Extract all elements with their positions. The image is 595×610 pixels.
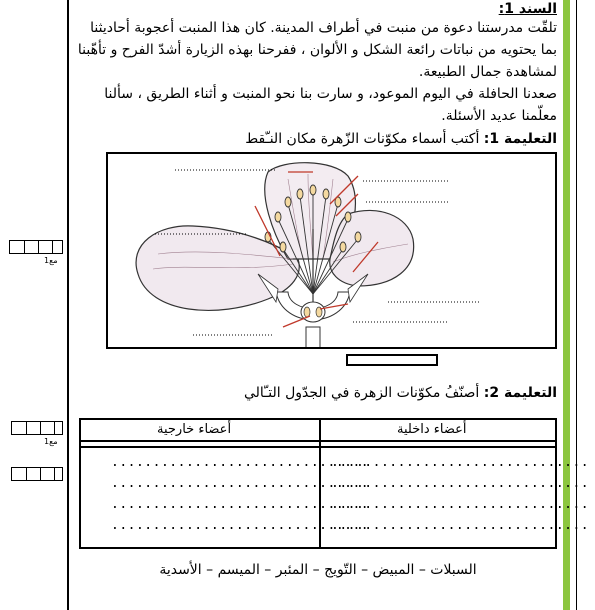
table-row: ............................... bbox=[111, 455, 370, 470]
table-header-internal: أعضاء داخلية bbox=[397, 422, 467, 437]
table-header-external: أعضاء خارجية bbox=[157, 422, 232, 437]
table-row: ............................... bbox=[111, 497, 370, 512]
instruction-1-label: التعليمة 1: bbox=[483, 131, 557, 147]
table-body-top bbox=[81, 442, 555, 448]
sanad-line-3: لمشاهدة جمال الطبيعة. bbox=[418, 64, 557, 80]
instruction-2-label: التعليمة 2: bbox=[483, 385, 557, 401]
sanad-line-4: صعدنا الحافلة في اليوم الموعود، و سارت بنا نحو المنبت و أثناء الطريق ، سألنا bbox=[104, 86, 557, 102]
score-box-1 bbox=[9, 240, 63, 254]
table-row: ............................... bbox=[331, 518, 590, 533]
flower-illustration bbox=[108, 154, 555, 347]
instruction-2 bbox=[244, 384, 557, 404]
table-row: ............................... bbox=[331, 497, 590, 512]
instruction-1-text: أكتب أسماء مكوّنات الزّهرة مكان النـّقط bbox=[245, 131, 484, 147]
instruction-1 bbox=[245, 130, 557, 150]
answer-box bbox=[346, 354, 438, 366]
score-box-2 bbox=[11, 421, 63, 435]
score-label-2: مع1 bbox=[44, 437, 58, 446]
table-row: ............................... bbox=[331, 476, 590, 491]
instruction-2-text: أصنّفُ مكوّنات الزهرة في الجدّول التـّالي bbox=[243, 385, 484, 401]
table-header-row bbox=[81, 420, 555, 442]
score-box-3 bbox=[11, 467, 63, 481]
sanad-line-2: بما يحتويه من نباتات رائعة الشكل و الألوان ، ففرحنا بهذه الزيارة أشدّ الفرح و تأهّبنا bbox=[77, 42, 557, 58]
score-label-1: مع1 bbox=[44, 256, 58, 265]
flower-diagram-frame bbox=[106, 152, 557, 349]
table-row: ............................... bbox=[331, 455, 590, 470]
table-row: ............................... bbox=[111, 476, 370, 491]
word-bank: السبلات – المبيض – التّويج – المئبر – الميسم – الأسدية bbox=[159, 562, 477, 578]
sanad-line-5: معلّمنا عديد الأسئلة. bbox=[441, 108, 557, 124]
sanad-line-1: تلقّت مدرستنا دعوة من منبت في أطراف المدينة. كان هذا المنبت أعجوبة أحاديثنا bbox=[90, 20, 557, 36]
sanad-title: السند 1: bbox=[498, 1, 557, 17]
classification-table bbox=[79, 418, 590, 549]
margin-line bbox=[67, 0, 69, 610]
table-row: ............................... bbox=[111, 518, 370, 533]
